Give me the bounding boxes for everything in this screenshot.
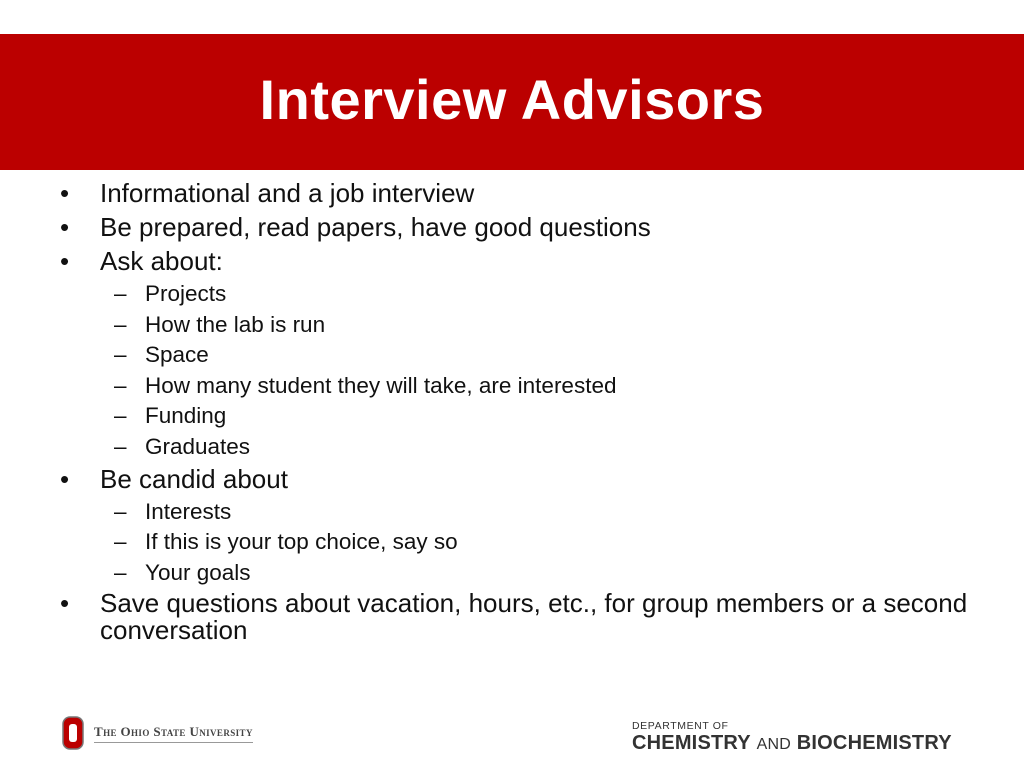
bullet-text: Be prepared, read papers, have good questions bbox=[100, 212, 651, 242]
sub-bullet-marker: – bbox=[114, 498, 127, 524]
osu-wordmark bbox=[62, 716, 253, 750]
block-o-logo-icon bbox=[62, 716, 84, 750]
sub-list-item bbox=[58, 527, 978, 558]
bullet-text: Ask about: bbox=[100, 246, 223, 276]
sub-list-item bbox=[58, 371, 978, 402]
sub-list-item bbox=[58, 340, 978, 371]
sub-list-item bbox=[58, 310, 978, 341]
bullet-list bbox=[58, 177, 978, 646]
sub-bullet-marker: – bbox=[114, 372, 127, 398]
sub-bullet-text: How many student they will take, are interested bbox=[145, 372, 617, 398]
sub-bullet-marker: – bbox=[114, 342, 127, 368]
bullet-marker: • bbox=[60, 588, 70, 619]
sub-bullet-text: Funding bbox=[145, 403, 227, 429]
list-item bbox=[58, 463, 978, 495]
sub-bullet-marker: – bbox=[114, 403, 127, 429]
department-word-chemistry: CHEMISTRY bbox=[632, 732, 751, 754]
sub-bullet-text: Space bbox=[145, 342, 209, 368]
sub-bullet-text: Graduates bbox=[145, 433, 251, 459]
university-name: The Ohio State University bbox=[94, 724, 253, 743]
department-name bbox=[632, 732, 952, 756]
sub-bullet-text: Projects bbox=[145, 281, 227, 306]
sub-bullet-marker: – bbox=[114, 433, 127, 459]
bullet-text: Be candid about bbox=[100, 463, 288, 494]
list-item bbox=[58, 211, 978, 243]
sub-list-item bbox=[58, 279, 978, 310]
sub-bullet-text: Your goals bbox=[145, 559, 251, 585]
department-label: DEPARTMENT OF bbox=[632, 720, 729, 732]
bullet-marker: • bbox=[60, 212, 70, 242]
list-item bbox=[58, 245, 978, 277]
department-word-and: AND bbox=[756, 736, 791, 753]
bullet-text: Save questions about vacation, hours, etc., for group members or a second conversation bbox=[100, 588, 968, 646]
title-banner bbox=[0, 34, 1024, 170]
sub-bullet-text: Interests bbox=[145, 498, 232, 524]
bullet-marker: • bbox=[60, 178, 70, 208]
sub-bullet-marker: – bbox=[114, 281, 127, 306]
sub-bullet-text: How the lab is run bbox=[145, 311, 326, 337]
sub-list-item bbox=[58, 432, 978, 463]
page-title: Interview Advisors bbox=[259, 67, 765, 131]
sub-bullet-text: If this is your top choice, say so bbox=[145, 529, 458, 555]
bullet-text: Informational and a job interview bbox=[100, 178, 475, 208]
department-wordmark bbox=[632, 720, 952, 756]
sub-bullet-marker: – bbox=[114, 559, 127, 585]
list-item bbox=[58, 177, 978, 209]
department-word-biochemistry: BIOCHEMISTRY bbox=[796, 732, 952, 754]
sub-list-item bbox=[58, 497, 978, 528]
bullet-marker: • bbox=[60, 246, 70, 276]
sub-list-item bbox=[58, 558, 978, 589]
sub-list-item bbox=[58, 401, 978, 432]
sub-bullet-marker: – bbox=[114, 529, 127, 555]
sub-bullet-marker: – bbox=[114, 311, 127, 337]
list-item bbox=[58, 590, 978, 644]
bullet-marker: • bbox=[60, 463, 70, 494]
